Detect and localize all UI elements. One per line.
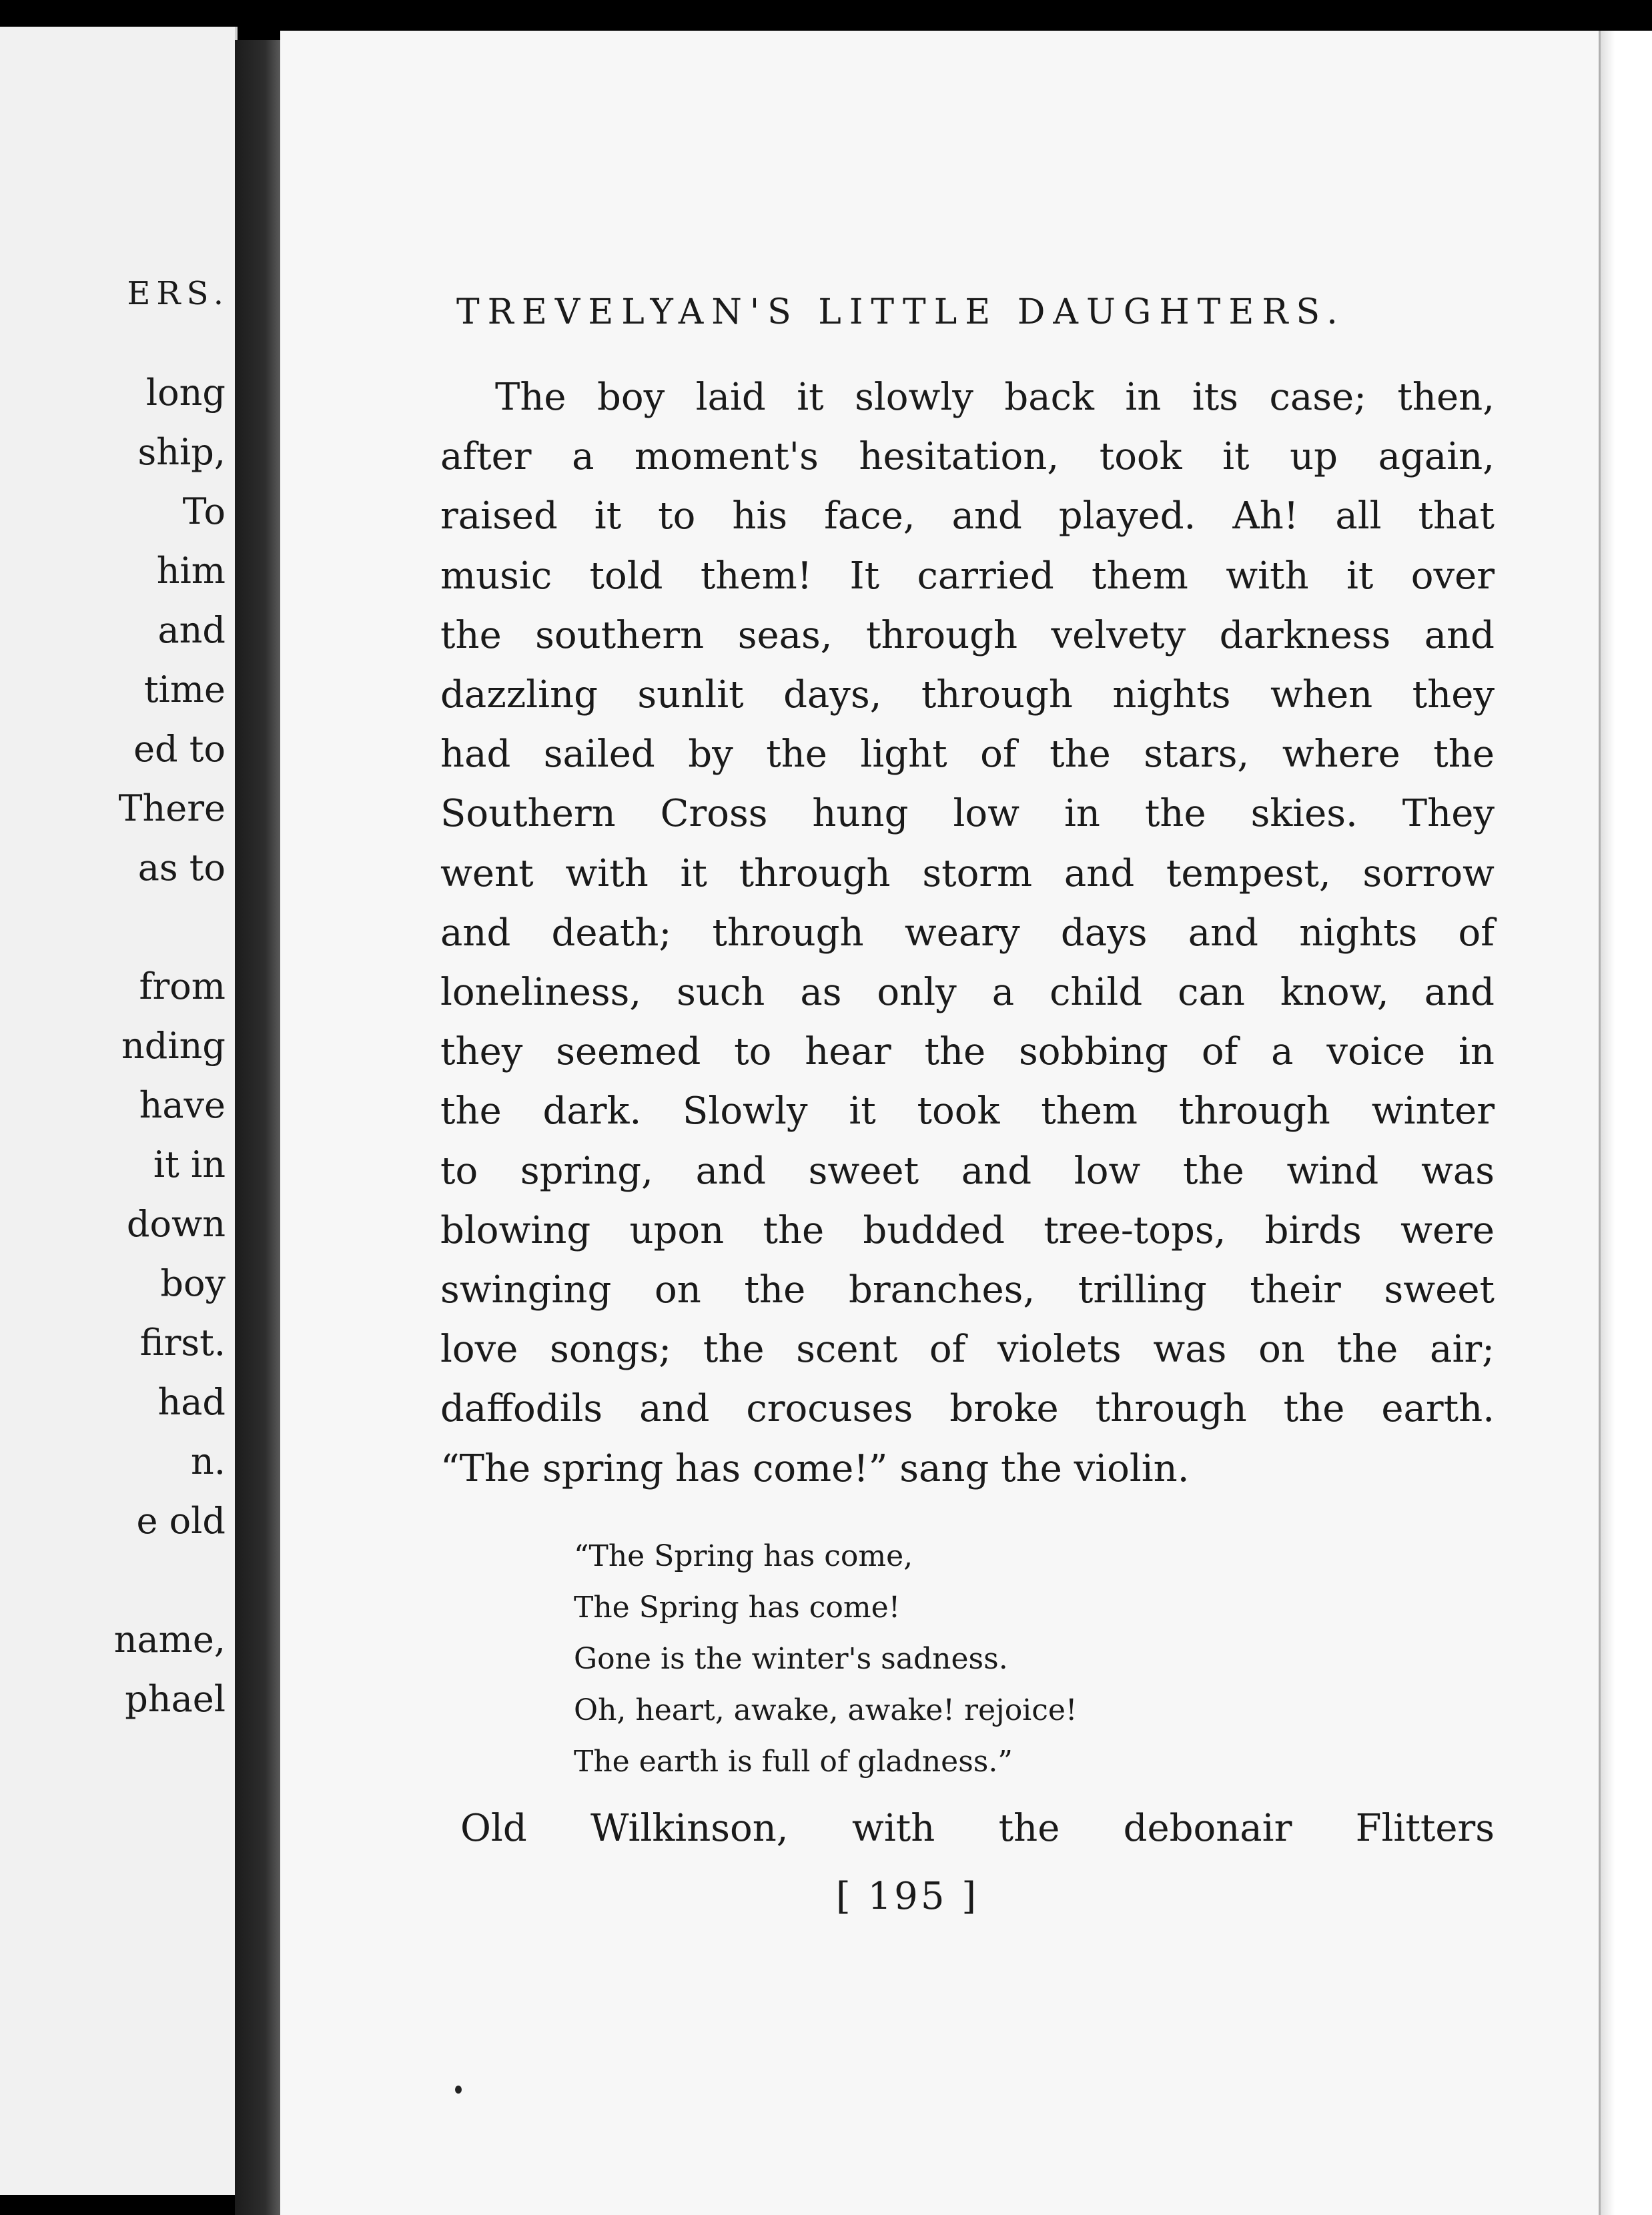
paragraph-line: had sailed by the light of the stars, where the (440, 733, 1495, 777)
left-text-line: ed to (133, 728, 226, 770)
left-text-line: To (182, 490, 226, 532)
paragraph-line: and death; through weary days and nights of (440, 911, 1495, 955)
poem-line: Gone is the winter's sadness. (574, 1642, 1008, 1676)
left-text-line: had (157, 1381, 226, 1423)
poem-line: “The Spring has come, (574, 1539, 913, 1573)
left-text-line: and (157, 609, 226, 651)
left-text-line: phael (125, 1678, 226, 1720)
poem-line: The Spring has come! (574, 1591, 901, 1625)
left-text-line: from (139, 965, 226, 1007)
paragraph-line: dazzling sunlit days, through nights when they (440, 673, 1495, 717)
left-text-line: nding (121, 1025, 226, 1067)
left-text-line: n. (191, 1440, 226, 1482)
left-text-line: first. (139, 1322, 226, 1364)
left-text-line: There (118, 787, 226, 829)
paragraph-line: daffodils and crocuses broke through the earth. (440, 1387, 1495, 1431)
left-text-line: e old (136, 1500, 226, 1542)
paragraph-line: Southern Cross hung low in the skies. They (440, 792, 1495, 836)
body-paragraph (440, 368, 1495, 1498)
paragraph-line: the southern seas, through velvety darkness and (440, 613, 1495, 657)
paragraph-line: after a moment's hesitation, took it up again, (440, 435, 1495, 479)
paragraph-line: went with it through storm and tempest, sorrow (440, 851, 1495, 895)
paragraph-line: love songs; the scent of violets was on the air; (440, 1328, 1495, 1372)
book-gutter (235, 40, 286, 2215)
left-text-line: have (139, 1084, 226, 1126)
paragraph-line: music told them! It carried them with it over (440, 554, 1495, 598)
left-text-line: boy (160, 1262, 226, 1304)
poem-verse (574, 1530, 1078, 1787)
paragraph-line: swinging on the branches, trilling their sweet (440, 1268, 1495, 1312)
poem-line: The earth is full of gladness.” (574, 1745, 1013, 1779)
left-running-head: ERS. (127, 275, 230, 312)
paragraph-line: they seemed to hear the sobbing of a voice in (440, 1030, 1495, 1074)
poem-line: Oh, heart, awake, awake! rejoice! (574, 1693, 1078, 1727)
paragraph-line: blowing upon the budded tree-tops, birds were (440, 1208, 1495, 1252)
left-text-line: it in (153, 1144, 226, 1186)
paragraph-line: the dark. Slowly it took them through winter (440, 1089, 1495, 1134)
paragraph-line: raised it to his face, and played. Ah! all that (440, 494, 1495, 538)
paragraph-line: “The spring has come!” sang the violin. (440, 1446, 1190, 1490)
right-page (280, 31, 1612, 2215)
paragraph-line: to spring, and sweet and low the wind was (440, 1149, 1495, 1193)
running-head: TREVELYAN'S LITTLE DAUGHTERS. (456, 292, 1346, 332)
page-edge-line (1599, 31, 1601, 2215)
left-text-line: as to (137, 847, 226, 889)
closing-text-line: Old Wilkinson, with the debonair Flitters (460, 1807, 1495, 1850)
left-text-line: name, (113, 1619, 226, 1661)
paragraph-line: The boy laid it slowly back in its case; then, (495, 376, 1495, 419)
page-edge (1599, 31, 1652, 2215)
ink-speck (455, 2086, 462, 2094)
paragraph-line: loneliness, such as only a child can know, and (440, 971, 1495, 1015)
left-text-line: long (145, 372, 226, 414)
left-text-line: ship, (137, 431, 226, 473)
left-text-line: him (156, 550, 226, 592)
left-facing-page (0, 27, 238, 2195)
left-text-line: down (126, 1203, 226, 1245)
page-number: [ 195 ] (835, 1875, 979, 1918)
left-text-line: time (143, 669, 226, 711)
